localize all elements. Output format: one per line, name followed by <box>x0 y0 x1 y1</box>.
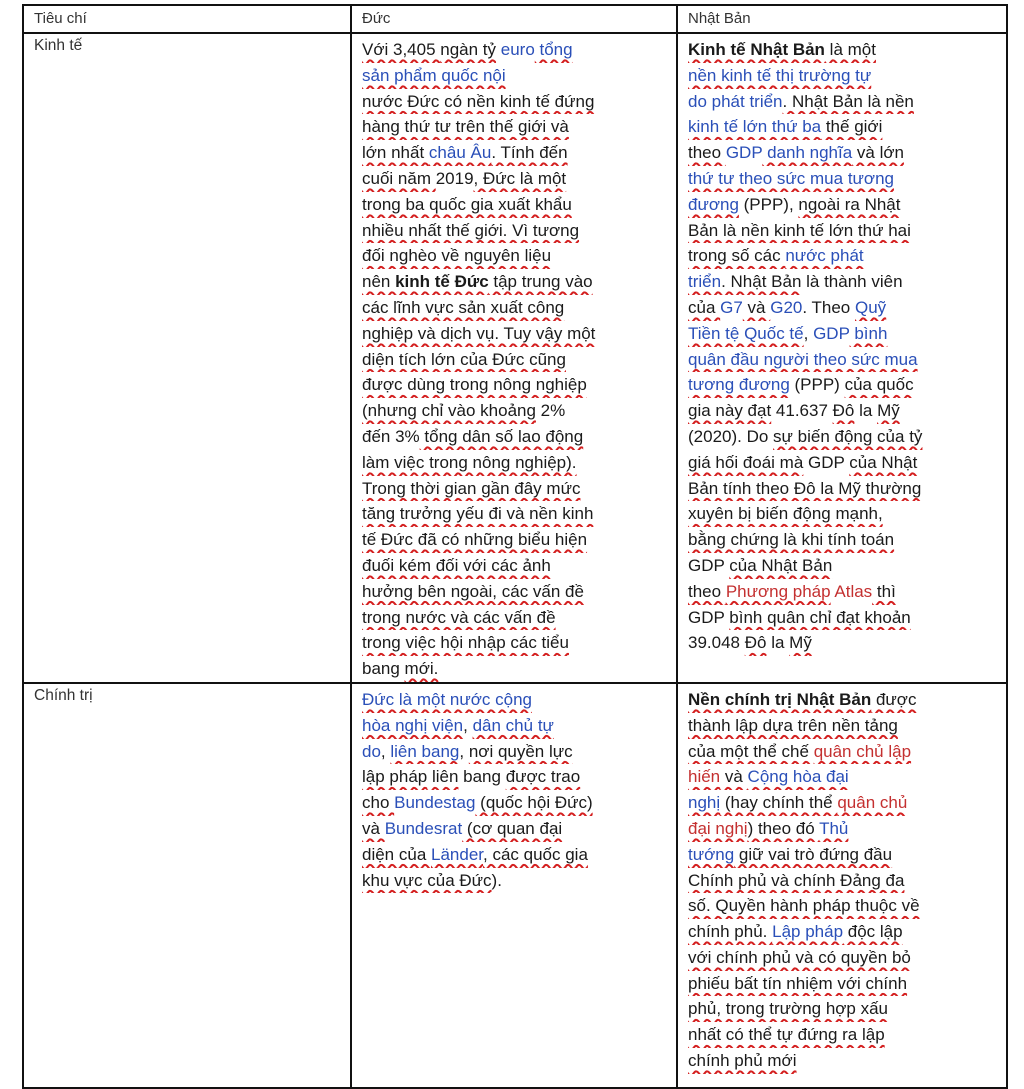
text-segment: Đô <box>744 633 767 653</box>
text-line <box>688 553 996 579</box>
text-segment: độc lập <box>843 922 903 942</box>
text-segment: Đô <box>832 401 855 421</box>
text-line <box>688 192 996 218</box>
text-segment: Mỹ <box>789 633 812 653</box>
text-line <box>362 687 666 713</box>
text-segment: với chính phủ và có quyền bỏ <box>688 947 911 967</box>
text-line <box>362 321 666 347</box>
hyperlink[interactable]: nước phát <box>785 246 864 266</box>
text-segment: 2019 <box>435 168 474 188</box>
cell-politics-germany <box>351 683 677 1088</box>
text-segment: đến 3% <box>362 426 420 446</box>
text-segment: , <box>459 741 469 761</box>
text-line <box>688 579 996 605</box>
text-segment: ) theo đó <box>747 818 820 838</box>
text-line <box>362 842 666 868</box>
text-line <box>688 476 996 502</box>
text-line <box>362 450 666 476</box>
text-segment: (hay chính thể <box>720 793 838 813</box>
hyperlink[interactable]: kinh tế lớn thứ ba <box>688 117 822 137</box>
text-segment: Chính phủ và chính Đảng đa <box>688 870 905 890</box>
hyperlink[interactable]: dân chủ tự <box>472 715 554 735</box>
text-line <box>688 321 996 347</box>
cell-economy-japan <box>677 33 1007 683</box>
text-segment: 41.637 <box>771 401 833 421</box>
text-segment: của Nhật Bản <box>729 555 833 575</box>
text-segment: (quốc hội Đức) <box>475 793 593 813</box>
text-line <box>688 1022 996 1048</box>
text-line <box>688 114 996 140</box>
header-criteria: Tiêu chí <box>23 5 351 33</box>
text-segment: (cơ quan đại <box>462 818 563 838</box>
criterion-economy: Kinh tế <box>23 33 351 683</box>
text-segment: thì <box>872 581 896 601</box>
hyperlink[interactable]: do <box>362 741 381 761</box>
text-segment: nhất có thể tự đứng ra lập <box>688 1025 885 1045</box>
text-line <box>362 243 666 269</box>
hyperlink[interactable]: Atlas <box>830 581 873 601</box>
text-line <box>362 269 666 295</box>
text-segment: la <box>854 401 878 421</box>
text-line <box>688 218 996 244</box>
text-line <box>362 140 666 166</box>
text-segment: tập trung vào <box>488 272 593 292</box>
text-segment: Bản tính theo Đô la Mỹ thường <box>688 478 922 498</box>
text-segment: . Theo <box>802 297 855 317</box>
header-row <box>23 5 1007 33</box>
hyperlink[interactable]: nghị <box>688 793 721 813</box>
text-segment: đuối kém đối với các ảnh <box>362 555 551 575</box>
text-line <box>688 893 996 919</box>
text-segment: thành lập dựa trên nền tảng <box>688 715 898 735</box>
text-segment: (2020). Do <box>688 426 774 446</box>
text-segment: , <box>463 715 473 735</box>
hyperlink[interactable]: thứ tư theo sức mua tương <box>688 168 894 188</box>
text-segment: phủ, trong trường hợp xấu <box>688 999 889 1019</box>
text-segment: (PPP) <box>789 375 845 395</box>
text-segment: trong số các <box>688 246 786 266</box>
text-segment: của một thể chế <box>688 741 814 761</box>
text-segment: Mỹ <box>877 401 900 421</box>
hyperlink[interactable]: Länder <box>431 844 483 864</box>
text-segment: các lĩnh vực sản xuất công <box>362 297 565 317</box>
text-line <box>688 687 996 713</box>
text-line <box>362 739 666 765</box>
hyperlink[interactable]: châu Âu <box>428 143 492 163</box>
text-line <box>688 37 996 63</box>
text-segment: tế Đức đã có những biểu hiện <box>362 530 588 550</box>
hyperlink[interactable]: Đức là một <box>362 689 450 709</box>
text-segment: ngoài ra Nhật <box>798 194 901 214</box>
text-line <box>362 166 666 192</box>
text-line <box>688 1048 996 1074</box>
text-segment: Trong thời gian gần đây mức <box>362 478 581 498</box>
text-segment: trong việc hội nhập các tiểu <box>362 633 569 653</box>
text-line <box>362 713 666 739</box>
text-segment: giá hối đoái mà <box>688 452 804 472</box>
text-line <box>688 739 996 765</box>
text-line <box>688 945 996 971</box>
text-segment: tăng trưởng yếu đi và nền kinh <box>362 504 594 524</box>
text-segment: phiếu bất tín nhiệm với chính <box>688 973 908 993</box>
text-line <box>362 398 666 424</box>
text-line <box>362 114 666 140</box>
bold-term: kinh tế Đức <box>395 272 489 292</box>
text-line <box>362 764 666 790</box>
text-segment: thế giới <box>821 117 883 137</box>
text-segment: 2% <box>535 401 566 421</box>
text-segment: Với 3,405 <box>362 40 441 59</box>
hyperlink[interactable]: tổng <box>534 40 573 59</box>
text-line <box>362 192 666 218</box>
text-line <box>362 295 666 321</box>
text-segment: cho <box>362 793 395 813</box>
text-line <box>688 450 996 476</box>
hyperlink[interactable]: Quỹ <box>855 297 887 317</box>
text-line <box>688 842 996 868</box>
cell-politics-japan <box>677 683 1007 1088</box>
text-segment: đối nghèo về nguyên liệu <box>362 246 552 266</box>
text-segment: được trao <box>505 767 581 787</box>
text-line <box>362 372 666 398</box>
hyperlink[interactable]: quân chủ lập <box>813 741 912 761</box>
text-segment: nghiệp và dịch vụ. Tuy vậy một <box>362 323 596 343</box>
text-segment: được <box>871 689 917 709</box>
text-segment: . Nhật Bản là nền <box>782 91 914 111</box>
text-segment: ). <box>491 870 502 890</box>
hyperlink[interactable]: hòa nghị viện <box>362 715 464 735</box>
hyperlink[interactable]: Tiền tệ Quốc tế <box>688 323 804 343</box>
text-line <box>362 37 666 63</box>
hyperlink[interactable]: euro <box>496 40 535 59</box>
text-segment: là thành viên <box>801 272 903 292</box>
text-segment: ngàn tỷ <box>440 40 497 59</box>
text-segment: la <box>766 633 790 653</box>
text-segment: diện của <box>362 844 431 864</box>
hyperlink[interactable]: danh nghĩa <box>762 143 853 163</box>
text-segment: theo <box>688 581 726 601</box>
text-line <box>362 347 666 373</box>
cell-economy-germany <box>351 33 677 683</box>
text-line <box>362 605 666 631</box>
text-line <box>362 816 666 842</box>
text-line <box>688 790 996 816</box>
text-line <box>688 140 996 166</box>
text-segment: diện tích lớn của Đức cũng <box>362 349 566 369</box>
text-segment: giữ vai trò đứng đầu <box>734 844 893 864</box>
text-segment: liên <box>427 767 459 787</box>
text-segment: khu vực của Đức <box>362 870 492 890</box>
text-segment: , các quốc gia <box>483 844 588 864</box>
header-germany: Đức <box>351 5 677 33</box>
text-segment: và lớn <box>852 143 904 163</box>
comparison-table <box>22 4 1008 1089</box>
text-segment: nước Đức có nền kinh tế đứng <box>362 91 595 111</box>
text-segment: số. Quyền hành pháp thuộc về <box>688 896 920 916</box>
hyperlink[interactable]: quân chủ <box>837 793 908 813</box>
text-segment: . Tính đến <box>491 143 568 163</box>
text-segment: GDP <box>803 452 850 472</box>
hyperlink[interactable]: hiến <box>688 767 721 787</box>
text-line <box>688 527 996 553</box>
bold-term: Kinh tế Nhật Bản <box>688 40 825 59</box>
hyperlink[interactable]: đương <box>688 194 739 214</box>
hyperlink[interactable]: liên bang <box>390 741 460 761</box>
text-segment: nên <box>362 272 396 292</box>
text-segment: , <box>803 323 814 343</box>
text-line <box>362 63 666 89</box>
hyperlink[interactable]: do phát triển <box>688 91 783 111</box>
text-segment: và <box>362 818 385 838</box>
text-segment: bình quân chỉ đạt khoản <box>729 607 911 627</box>
text-segment: làm việc trong nông nghiệp). <box>362 452 577 472</box>
text-segment: trong ba quốc gia xuất khẩu <box>362 194 572 214</box>
row-politics <box>23 683 1007 1088</box>
text-line <box>688 295 996 321</box>
text-segment: sự biến động của tỷ <box>773 426 923 446</box>
text-line <box>688 501 996 527</box>
text-line <box>362 424 666 450</box>
hyperlink[interactable]: Bundestag <box>394 793 476 813</box>
text-segment: GDP <box>688 607 730 627</box>
text-line <box>688 89 996 115</box>
hyperlink[interactable]: Bundesrat <box>384 818 463 838</box>
text-line <box>688 424 996 450</box>
text-line <box>688 868 996 894</box>
text-segment: hưởng bên ngoài, các vấn đề <box>362 581 584 601</box>
text-segment: cuối năm <box>362 168 436 188</box>
text-line <box>362 656 666 682</box>
text-line <box>362 218 666 244</box>
text-segment: GDP <box>688 555 730 575</box>
text-line <box>362 579 666 605</box>
text-segment: và <box>720 767 748 787</box>
text-segment: trong nước và các vấn đề <box>362 607 556 627</box>
text-segment: , <box>380 741 391 761</box>
text-line <box>688 816 996 842</box>
text-line <box>688 166 996 192</box>
text-line <box>362 476 666 502</box>
text-segment: xuyên bị biến động mạnh, <box>688 504 883 524</box>
text-segment: của Nhật <box>849 452 918 472</box>
text-line <box>688 996 996 1022</box>
hyperlink[interactable]: G20 <box>770 297 803 317</box>
text-segment: . Nhật Bản <box>721 272 802 292</box>
text-segment: (PPP), <box>738 194 799 214</box>
text-segment: chính phủ. <box>688 922 773 942</box>
text-line <box>688 63 996 89</box>
text-segment: bang <box>458 767 506 787</box>
hyperlink[interactable]: bình <box>849 323 888 343</box>
hyperlink[interactable]: tương đương <box>688 375 790 395</box>
text-line <box>688 398 996 424</box>
text-line <box>688 605 996 631</box>
text-segment: , Đức là một <box>473 168 567 188</box>
text-segment: được dùng trong nông nghiệp <box>362 375 587 395</box>
text-segment: hàng thứ tư trên thế giới và <box>362 117 569 137</box>
text-line <box>362 630 666 656</box>
hyperlink[interactable]: Phương pháp <box>725 581 831 601</box>
row-economy <box>23 33 1007 683</box>
text-line <box>688 269 996 295</box>
hyperlink[interactable]: Cộng hòa đại <box>747 767 849 787</box>
text-segment: mới. <box>404 659 439 679</box>
text-line <box>362 868 666 894</box>
text-line <box>688 971 996 997</box>
text-segment: nhiều nhất thế giới. Vì tương <box>362 220 580 240</box>
text-segment: lập pháp <box>362 767 428 787</box>
text-segment: chính phủ mới <box>688 1051 797 1071</box>
text-line <box>362 527 666 553</box>
text-line <box>688 764 996 790</box>
text-segment: và <box>742 297 771 317</box>
hyperlink[interactable]: Thủ <box>819 818 849 838</box>
text-segment: 39.048 <box>688 633 745 653</box>
text-segment: lớn nhất <box>362 143 429 163</box>
hyperlink[interactable]: GDP <box>725 143 763 163</box>
hyperlink[interactable]: GDP <box>813 323 850 343</box>
text-segment: bang <box>362 659 405 679</box>
bold-term: Nền chính trị Nhật Bản <box>688 689 872 709</box>
text-segment: tổng dân số lao động <box>419 426 584 446</box>
header-japan: Nhật Bản <box>677 5 1007 33</box>
hyperlink[interactable]: đại nghị <box>688 818 748 838</box>
hyperlink[interactable]: Lập pháp <box>772 922 844 942</box>
text-segment: gia này đạt <box>688 401 772 421</box>
criterion-politics: Chính trị <box>23 683 351 1088</box>
hyperlink[interactable]: quân đầu người theo sức mua <box>688 349 918 369</box>
text-line <box>688 243 996 269</box>
text-segment: Bản là nền kinh tế lớn thứ hai <box>688 220 911 240</box>
text-segment: của quốc <box>844 375 914 395</box>
text-line <box>362 501 666 527</box>
hyperlink[interactable]: G7 <box>720 297 743 317</box>
text-segment: bằng chứng là khi tính toán <box>688 530 895 550</box>
hyperlink[interactable]: nền kinh tế thị trường tự <box>688 65 872 85</box>
hyperlink[interactable]: sản phẩm quốc nội <box>362 65 506 85</box>
text-line <box>688 372 996 398</box>
hyperlink[interactable]: nước cộng <box>449 689 532 709</box>
text-segment: là một <box>824 40 876 59</box>
text-line <box>688 630 996 656</box>
text-segment: (nhưng chỉ vào khoảng <box>362 401 536 421</box>
hyperlink[interactable]: tướng <box>688 844 735 864</box>
text-line <box>362 553 666 579</box>
text-segment: nơi quyền lực <box>468 741 573 761</box>
text-segment: của <box>688 297 721 317</box>
text-segment: theo <box>688 143 726 163</box>
text-line <box>688 919 996 945</box>
text-line <box>688 713 996 739</box>
text-line <box>362 89 666 115</box>
text-line <box>362 790 666 816</box>
text-line <box>688 347 996 373</box>
hyperlink[interactable]: triển <box>688 272 722 292</box>
